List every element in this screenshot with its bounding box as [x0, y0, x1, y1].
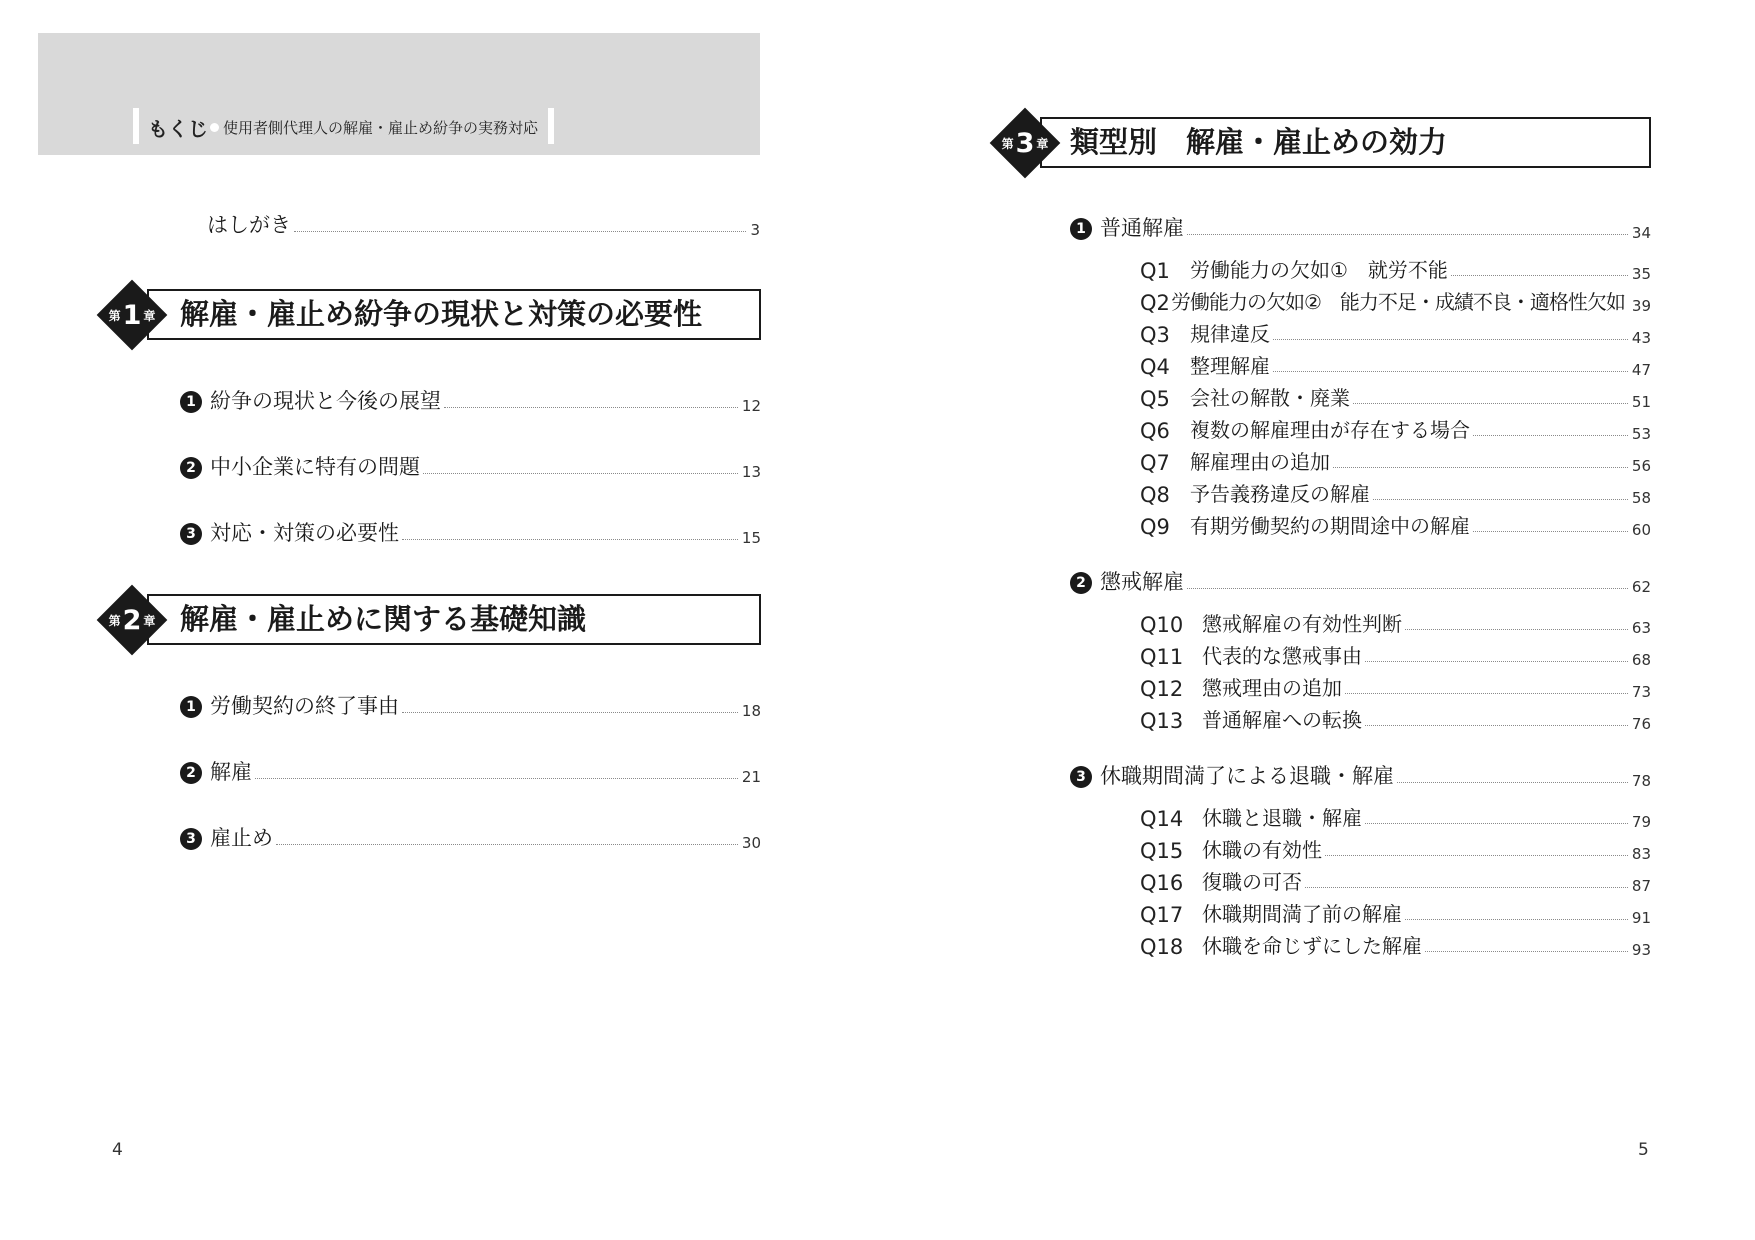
- section-number-icon: 2: [180, 457, 202, 479]
- toc-entry[interactable]: [180, 385, 761, 415]
- question-label: Q4: [1140, 355, 1170, 379]
- entry-title: 労働契約の終了事由: [210, 694, 399, 718]
- entry-title: 紛争の現状と今後の展望: [210, 389, 441, 413]
- dot-leader: [1365, 725, 1628, 726]
- question-title: 懲戒解雇の有効性判断: [1202, 612, 1402, 636]
- page-ref: 13: [741, 463, 761, 481]
- page-number-left: 4: [112, 1140, 123, 1160]
- question-label: Q13: [1140, 709, 1184, 733]
- chapter-1-badge: [96, 295, 168, 335]
- running-header: [148, 112, 538, 142]
- page-ref: 73: [1631, 683, 1651, 701]
- dot-leader: [1397, 782, 1628, 783]
- section-number-icon: 2: [180, 762, 202, 784]
- toc-question-entry[interactable]: [1140, 866, 1651, 895]
- dot-leader: [1405, 629, 1628, 630]
- dot-leader: [423, 473, 738, 474]
- page-ref: 51: [1631, 393, 1651, 411]
- question-label: Q11: [1140, 645, 1184, 669]
- dot-leader: [255, 778, 738, 779]
- dot-leader: [402, 712, 738, 713]
- page-ref: 12: [741, 397, 761, 415]
- page-ref: 43: [1631, 329, 1651, 347]
- dot-leader: [1425, 951, 1628, 952]
- badge-number: 1: [122, 299, 142, 331]
- entry-title: 中小企業に特有の問題: [210, 455, 420, 479]
- toc-question-entry[interactable]: [1140, 802, 1651, 831]
- page-ref: 35: [1631, 265, 1651, 283]
- question-label: Q8: [1140, 483, 1170, 507]
- badge-suffix: 章: [1036, 136, 1049, 151]
- toc-question-entry[interactable]: [1140, 834, 1651, 863]
- toc-question-entry[interactable]: [1140, 446, 1651, 475]
- dot-leader: [1373, 499, 1628, 500]
- badge-number: 3: [1015, 127, 1035, 159]
- question-title: 休職期間満了前の解雇: [1202, 902, 1402, 926]
- badge-prefix: 第: [108, 308, 121, 323]
- entry-title: 解雇: [210, 760, 252, 784]
- page-ref: 91: [1631, 909, 1651, 927]
- toc-question-entry[interactable]: [1140, 640, 1651, 669]
- dot-leader: [1273, 339, 1628, 340]
- chapter-2-badge: [96, 600, 168, 640]
- question-label: Q12: [1140, 677, 1184, 701]
- page-ref: 21: [741, 768, 761, 786]
- toc-question-entry[interactable]: [1140, 510, 1651, 539]
- entry-title: 普通解雇: [1100, 216, 1184, 240]
- header-subtitle: 使用者側代理人の解雇・雇止め紛争の実務対応: [223, 118, 539, 137]
- header-dot-icon: [210, 123, 219, 132]
- badge-number: 2: [122, 604, 142, 636]
- toc-entry[interactable]: [180, 517, 761, 547]
- section-number-icon: 2: [1070, 572, 1092, 594]
- page-ref: 83: [1631, 845, 1651, 863]
- question-title: 規律違反: [1190, 322, 1270, 346]
- page-ref: 79: [1631, 813, 1651, 831]
- question-label: Q14: [1140, 807, 1184, 831]
- question-title: 休職の有効性: [1202, 838, 1322, 862]
- dot-leader: [402, 539, 738, 540]
- toc-question-entry[interactable]: [1140, 414, 1651, 443]
- page-ref: 3: [750, 221, 760, 239]
- page-ref: 30: [741, 834, 761, 852]
- dot-leader: [1345, 693, 1628, 694]
- page-ref: 39: [1631, 297, 1651, 315]
- page-ref: 63: [1631, 619, 1651, 637]
- question-title: 会社の解散・廃業: [1190, 386, 1350, 410]
- section-number-icon: 1: [180, 696, 202, 718]
- section-number-icon: 1: [1070, 218, 1092, 240]
- badge-suffix: 章: [143, 613, 156, 628]
- page-ref: 53: [1631, 425, 1651, 443]
- dot-leader: [1273, 371, 1628, 372]
- question-title: 懲戒理由の追加: [1202, 676, 1342, 700]
- question-label: Q5: [1140, 387, 1170, 411]
- toc-question-entry[interactable]: [1140, 672, 1651, 701]
- dot-leader: [1451, 275, 1628, 276]
- page-ref: 76: [1631, 715, 1651, 733]
- question-label: Q15: [1140, 839, 1184, 863]
- dot-leader: [444, 407, 738, 408]
- section-number-icon: 3: [180, 828, 202, 850]
- page-ref: 87: [1631, 877, 1651, 895]
- entry-title: 対応・対策の必要性: [210, 521, 399, 545]
- entry-title: 雇止め: [210, 826, 273, 850]
- dot-leader: [1305, 887, 1628, 888]
- question-title: 労働能力の欠如② 能力不足・成績不良・適格性欠如: [1170, 290, 1625, 314]
- question-title: 休職を命じずにした解雇: [1202, 934, 1422, 958]
- page-ref: 78: [1631, 772, 1651, 790]
- dot-leader: [1187, 234, 1628, 235]
- question-title: 代表的な懲戒事由: [1202, 644, 1362, 668]
- dot-leader: [276, 844, 738, 845]
- question-title: 有期労働契約の期間途中の解雇: [1190, 514, 1470, 538]
- dot-leader: [1473, 531, 1628, 532]
- question-title: 予告義務違反の解雇: [1190, 482, 1370, 506]
- dot-leader: [1365, 661, 1628, 662]
- page-ref: 18: [741, 702, 761, 720]
- page-ref: 62: [1631, 578, 1651, 596]
- dot-leader: [1405, 919, 1628, 920]
- header-bar-left: [133, 108, 139, 144]
- toc-question-entry[interactable]: [1140, 608, 1651, 637]
- question-label: Q6: [1140, 419, 1170, 443]
- toc-entry-preface[interactable]: [207, 209, 760, 239]
- chapter-3-title[interactable]: 類型別 解雇・雇止めの効力: [1070, 125, 1448, 159]
- dot-leader: [1325, 855, 1628, 856]
- toc-question-entry[interactable]: [1140, 704, 1651, 733]
- toc-entry[interactable]: [1070, 760, 1651, 790]
- question-label: Q2: [1140, 291, 1170, 315]
- dot-leader: [1473, 435, 1628, 436]
- question-title: 復職の可否: [1202, 870, 1302, 894]
- dot-leader: [1187, 588, 1628, 589]
- header-bar-right: [548, 108, 554, 144]
- question-label: Q16: [1140, 871, 1184, 895]
- question-label: Q9: [1140, 515, 1170, 539]
- toc-question-entry[interactable]: [1140, 286, 1651, 315]
- question-title: 労働能力の欠如① 就労不能: [1190, 258, 1448, 282]
- entry-title: 休職期間満了による退職・解雇: [1100, 764, 1394, 788]
- page-ref: 68: [1631, 651, 1651, 669]
- page-number-right: 5: [1638, 1140, 1649, 1160]
- question-title: 複数の解雇理由が存在する場合: [1190, 418, 1470, 442]
- question-label: Q7: [1140, 451, 1170, 475]
- page-ref: 15: [741, 529, 761, 547]
- dot-leader: [294, 231, 746, 232]
- badge-prefix: 第: [1001, 136, 1014, 151]
- entry-title: 懲戒解雇: [1100, 570, 1184, 594]
- toc-question-entry[interactable]: [1140, 930, 1651, 959]
- question-label: Q18: [1140, 935, 1184, 959]
- section-number-icon: 3: [180, 523, 202, 545]
- page-ref: 60: [1631, 521, 1651, 539]
- question-label: Q10: [1140, 613, 1184, 637]
- chapter-3-badge: [989, 123, 1061, 163]
- toc-question-entry[interactable]: [1140, 898, 1651, 927]
- question-label: Q17: [1140, 903, 1184, 927]
- badge-suffix: 章: [143, 308, 156, 323]
- toc-entry[interactable]: [180, 451, 761, 481]
- question-label: Q1: [1140, 259, 1170, 283]
- page-ref: 58: [1631, 489, 1651, 507]
- toc-question-entry[interactable]: [1140, 478, 1651, 507]
- question-title: 解雇理由の追加: [1190, 450, 1330, 474]
- chapter-1-title[interactable]: 解雇・雇止め紛争の現状と対策の必要性: [180, 297, 703, 331]
- dot-leader: [1365, 823, 1628, 824]
- page-ref: 56: [1631, 457, 1651, 475]
- toc-entry[interactable]: [1070, 566, 1651, 596]
- badge-prefix: 第: [108, 613, 121, 628]
- toc-question-entry[interactable]: [1140, 254, 1651, 283]
- toc-entry[interactable]: [180, 690, 761, 720]
- toc-entry[interactable]: [180, 822, 761, 852]
- chapter-2-title[interactable]: 解雇・雇止めに関する基礎知識: [180, 602, 587, 636]
- dot-leader: [1353, 403, 1628, 404]
- dot-leader: [1333, 467, 1628, 468]
- header-title: もくじ: [148, 116, 208, 141]
- toc-question-entry[interactable]: [1140, 382, 1651, 411]
- section-number-icon: 1: [180, 391, 202, 413]
- question-label: Q3: [1140, 323, 1170, 347]
- question-title: 休職と退職・解雇: [1202, 806, 1362, 830]
- page-ref: 93: [1631, 941, 1651, 959]
- page-ref: 47: [1631, 361, 1651, 379]
- section-number-icon: 3: [1070, 766, 1092, 788]
- preface-title: はしがき: [207, 213, 291, 237]
- question-title: 整理解雇: [1190, 354, 1270, 378]
- question-title: 普通解雇への転換: [1202, 708, 1362, 732]
- toc-question-entry[interactable]: [1140, 318, 1651, 347]
- toc-entry[interactable]: [1070, 212, 1651, 242]
- page-ref: 34: [1631, 224, 1651, 242]
- toc-question-entry[interactable]: [1140, 350, 1651, 379]
- toc-entry[interactable]: [180, 756, 761, 786]
